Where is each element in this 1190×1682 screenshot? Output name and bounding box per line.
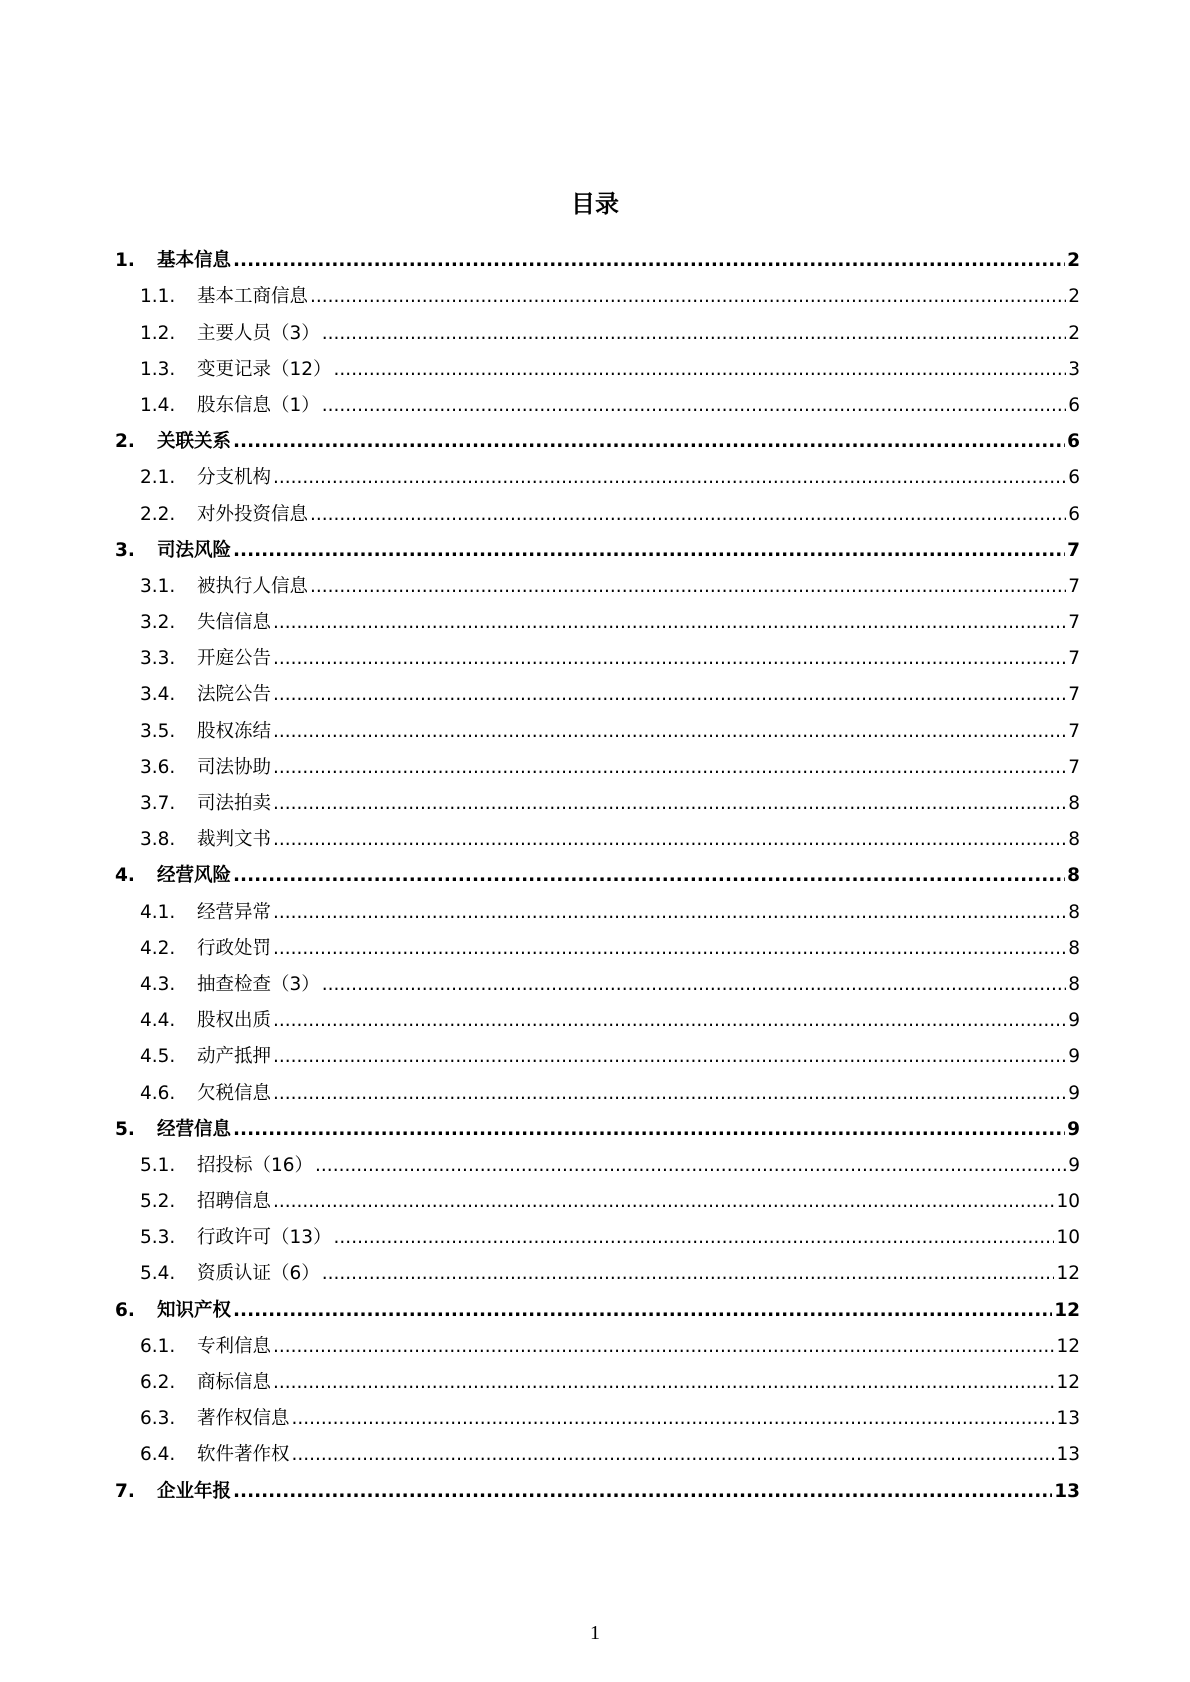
toc-dot-leader: [233, 1298, 1052, 1324]
toc-entry-page: 10: [1056, 1227, 1080, 1249]
toc-entry-page: 13: [1054, 1480, 1080, 1502]
toc-entry-page: 2: [1068, 286, 1080, 308]
toc-entry-page: 7: [1068, 756, 1080, 778]
toc-subsection-entry[interactable]: [115, 1034, 1080, 1070]
toc-entry-title: 关联关系: [157, 431, 232, 453]
toc-subsection-entry[interactable]: [115, 926, 1080, 962]
toc-entry-page: 7: [1067, 539, 1080, 561]
toc-entry-number: 3.: [115, 539, 135, 561]
toc-entry-page: 7: [1068, 684, 1080, 706]
toc-subsection-entry[interactable]: [115, 383, 1080, 419]
toc-entry-number: 6.4.: [140, 1444, 176, 1466]
toc-entry-title: 经营异常: [197, 901, 272, 923]
toc-entry-page: 7: [1068, 720, 1080, 742]
toc-entry-title: 股权出质: [197, 1010, 272, 1032]
toc-dot-leader: [273, 682, 1066, 708]
toc-dot-leader: [273, 719, 1066, 745]
toc-entry-title: 股权冻结: [197, 720, 272, 742]
toc-dot-leader: [273, 1081, 1066, 1107]
toc-section-entry[interactable]: [115, 528, 1080, 564]
toc-dot-leader: [273, 827, 1066, 853]
toc-dot-leader: [273, 755, 1066, 781]
toc-entry-number: 3.1.: [140, 575, 176, 597]
toc-subsection-entry[interactable]: [115, 817, 1080, 853]
toc-subsection-entry[interactable]: [115, 600, 1080, 636]
toc-subsection-entry[interactable]: [115, 564, 1080, 600]
toc-entry-page: 8: [1068, 937, 1080, 959]
toc-subsection-entry[interactable]: [115, 708, 1080, 744]
toc-entry-number: 4.3.: [140, 973, 176, 995]
toc-subsection-entry[interactable]: [115, 1324, 1080, 1360]
toc-entry-title: 司法拍卖: [197, 793, 272, 814]
toc-entry-title: 经营风险: [157, 865, 232, 887]
toc-entry-number: 1.1.: [140, 286, 176, 308]
toc-section-entry[interactable]: [115, 419, 1080, 455]
toc-entry-page: 6: [1068, 394, 1080, 416]
toc-entry-number: 3.5.: [140, 720, 176, 742]
toc-entry-page: 8: [1067, 865, 1080, 887]
toc-entry-number: 5.1.: [140, 1154, 176, 1176]
toc-entry-title: 著作权信息: [197, 1408, 290, 1430]
toc-entry-number: 5.2.: [140, 1191, 176, 1213]
toc-entry-number: 1.: [115, 250, 135, 272]
toc-subsection-entry[interactable]: [115, 347, 1080, 383]
toc-entry-number: 6.2.: [140, 1372, 176, 1393]
toc-entry-title: 法院公告: [197, 684, 272, 706]
toc-subsection-entry[interactable]: [115, 1360, 1080, 1396]
toc-entry-page: 12: [1056, 1335, 1080, 1357]
toc-entry-title: 失信信息: [197, 612, 272, 634]
toc-entry-title: 司法风险: [157, 539, 232, 561]
toc-dot-leader: [273, 646, 1066, 672]
toc-subsection-entry[interactable]: [115, 310, 1080, 346]
toc-entry-page: 13: [1056, 1444, 1080, 1466]
toc-entry-number: 2.: [115, 431, 135, 453]
toc-entry-number: 3.8.: [140, 829, 176, 851]
toc-entry-number: 3.2.: [140, 612, 176, 634]
toc-section-entry[interactable]: [115, 238, 1080, 274]
toc-dot-leader: [233, 1479, 1052, 1505]
toc-entry-page: 12: [1054, 1299, 1080, 1321]
toc-entry-page: 12: [1056, 1372, 1080, 1393]
toc-dot-leader: [273, 900, 1066, 926]
toc-subsection-entry[interactable]: [115, 1396, 1080, 1432]
toc-entry-title: 专利信息: [197, 1335, 272, 1357]
toc-dot-leader: [322, 1261, 1055, 1287]
toc-entry-number: 6.: [115, 1299, 135, 1321]
toc-subsection-entry[interactable]: [115, 1251, 1080, 1287]
toc-entry-number: 6.1.: [140, 1335, 176, 1357]
toc-entry-title: 企业年报: [157, 1480, 232, 1502]
toc-title: 目录: [571, 190, 619, 218]
toc-dot-leader: [273, 1334, 1054, 1360]
toc-entry-title: 开庭公告: [197, 648, 272, 670]
toc-entry-title: 变更记录（12）: [197, 358, 332, 380]
toc-entry-page: 9: [1068, 1154, 1080, 1176]
toc-dot-leader: [292, 1442, 1055, 1468]
toc-entry-title: 裁判文书: [197, 829, 272, 851]
toc-entry-title: 行政许可（13）: [197, 1227, 332, 1249]
toc-entry-number: 3.6.: [140, 756, 176, 778]
toc-entry-title: 知识产权: [157, 1299, 232, 1321]
toc-entry-title: 商标信息: [197, 1372, 272, 1393]
toc-dot-leader: [233, 429, 1065, 455]
toc-dot-leader: [310, 284, 1066, 310]
toc-entry-number: 1.3.: [140, 358, 176, 380]
toc-entry-page: 7: [1068, 648, 1080, 670]
toc-entry-number: 5.4.: [140, 1263, 176, 1285]
toc-entry-number: 3.7.: [140, 793, 176, 814]
toc-dot-leader: [273, 1370, 1054, 1396]
toc-entry-page: 7: [1068, 575, 1080, 597]
toc-entry-number: 4.1.: [140, 901, 176, 923]
toc-dot-leader: [310, 502, 1066, 528]
toc-entry-number: 1.2.: [140, 322, 176, 344]
toc-dot-leader: [322, 972, 1066, 998]
toc-entry-number: 1.4.: [140, 394, 176, 416]
toc-entry-number: 4.6.: [140, 1082, 176, 1104]
toc-entry-page: 6: [1068, 467, 1080, 489]
toc-entry-number: 4.4.: [140, 1010, 176, 1032]
toc-dot-leader: [273, 1189, 1054, 1215]
toc-dot-leader: [233, 1117, 1065, 1143]
toc-dot-leader: [273, 465, 1066, 491]
toc-entry-number: 3.3.: [140, 648, 176, 670]
toc-subsection-entry[interactable]: [115, 274, 1080, 310]
toc-entry-page: 3: [1068, 358, 1080, 380]
toc-subsection-entry[interactable]: [115, 636, 1080, 672]
toc-subsection-entry[interactable]: [115, 455, 1080, 491]
toc-entry-title: 招投标（16）: [197, 1154, 314, 1176]
toc-dot-leader: [273, 1044, 1066, 1070]
toc-entry-page: 8: [1068, 829, 1080, 851]
toc-entry-title: 软件著作权: [197, 1444, 290, 1466]
toc-entry-title: 分支机构: [197, 467, 272, 489]
toc-entry-title: 资质认证（6）: [197, 1263, 320, 1285]
toc-entry-number: 5.3.: [140, 1227, 176, 1249]
toc-entry-page: 8: [1068, 793, 1080, 814]
toc-dot-leader: [292, 1406, 1055, 1432]
toc-dot-leader: [273, 791, 1066, 817]
toc-dot-leader: [233, 538, 1065, 564]
toc-entry-page: 2: [1067, 250, 1080, 272]
toc-entry-page: 9: [1067, 1118, 1080, 1140]
toc-entry-title: 司法协助: [197, 756, 272, 778]
toc-subsection-entry[interactable]: [115, 1070, 1080, 1106]
page-number: 1: [590, 1622, 600, 1644]
toc-entry-number: 4.: [115, 865, 135, 887]
table-of-contents: [115, 238, 1080, 1505]
toc-entry-number: 7.: [115, 1480, 135, 1502]
toc-dot-leader: [233, 863, 1065, 889]
toc-entry-page: 6: [1067, 431, 1080, 453]
toc-dot-leader: [322, 393, 1066, 419]
toc-subsection-entry[interactable]: [115, 889, 1080, 925]
toc-entry-title: 被执行人信息: [197, 575, 309, 597]
toc-subsection-entry[interactable]: [115, 1143, 1080, 1179]
toc-entry-page: 2: [1068, 322, 1080, 344]
toc-entry-page: 12: [1056, 1263, 1080, 1285]
toc-entry-number: 2.2.: [140, 503, 176, 525]
toc-entry-number: 2.1.: [140, 467, 176, 489]
toc-entry-title: 动产抵押: [197, 1046, 272, 1068]
toc-subsection-entry[interactable]: [115, 1179, 1080, 1215]
toc-entry-title: 欠税信息: [197, 1082, 272, 1104]
toc-section-entry[interactable]: [115, 853, 1080, 889]
toc-entry-page: 8: [1068, 901, 1080, 923]
toc-dot-leader: [273, 610, 1066, 636]
toc-dot-leader: [273, 936, 1066, 962]
toc-entry-page: 9: [1068, 1010, 1080, 1032]
toc-entry-title: 对外投资信息: [197, 503, 309, 525]
toc-entry-number: 3.4.: [140, 684, 176, 706]
toc-subsection-entry[interactable]: [115, 1432, 1080, 1468]
toc-entry-number: 4.2.: [140, 937, 176, 959]
toc-subsection-entry[interactable]: [115, 745, 1080, 781]
toc-subsection-entry[interactable]: [115, 962, 1080, 998]
toc-dot-leader: [233, 248, 1065, 274]
toc-entry-title: 股东信息（1）: [197, 394, 320, 416]
toc-entry-page: 9: [1068, 1082, 1080, 1104]
toc-dot-leader: [334, 1225, 1055, 1251]
toc-entry-title: 行政处罚: [197, 937, 272, 959]
toc-entry-number: 4.5.: [140, 1046, 176, 1068]
toc-entry-page: 10: [1056, 1191, 1080, 1213]
toc-entry-page: 6: [1068, 503, 1080, 525]
toc-subsection-entry[interactable]: [115, 491, 1080, 527]
toc-entry-number: 6.3.: [140, 1408, 176, 1430]
toc-subsection-entry[interactable]: [115, 781, 1080, 817]
toc-section-entry[interactable]: [115, 1468, 1080, 1504]
toc-entry-title: 抽查检查（3）: [197, 973, 320, 995]
toc-dot-leader: [273, 1008, 1066, 1034]
toc-entry-title: 经营信息: [157, 1118, 232, 1140]
toc-entry-title: 基本工商信息: [197, 286, 309, 308]
toc-entry-number: 5.: [115, 1118, 135, 1140]
toc-dot-leader: [310, 574, 1066, 600]
toc-entry-page: 9: [1068, 1046, 1080, 1068]
toc-entry-page: 7: [1068, 612, 1080, 634]
toc-entry-page: 8: [1068, 973, 1080, 995]
toc-dot-leader: [334, 357, 1067, 383]
toc-subsection-entry[interactable]: [115, 672, 1080, 708]
toc-section-entry[interactable]: [115, 1107, 1080, 1143]
toc-subsection-entry[interactable]: [115, 1215, 1080, 1251]
toc-section-entry[interactable]: [115, 1287, 1080, 1323]
toc-entry-title: 基本信息: [157, 250, 232, 272]
toc-subsection-entry[interactable]: [115, 998, 1080, 1034]
toc-dot-leader: [315, 1153, 1066, 1179]
toc-dot-leader: [322, 321, 1066, 347]
toc-entry-title: 主要人员（3）: [197, 322, 320, 344]
toc-entry-title: 招聘信息: [197, 1191, 272, 1213]
toc-entry-page: 13: [1056, 1408, 1080, 1430]
